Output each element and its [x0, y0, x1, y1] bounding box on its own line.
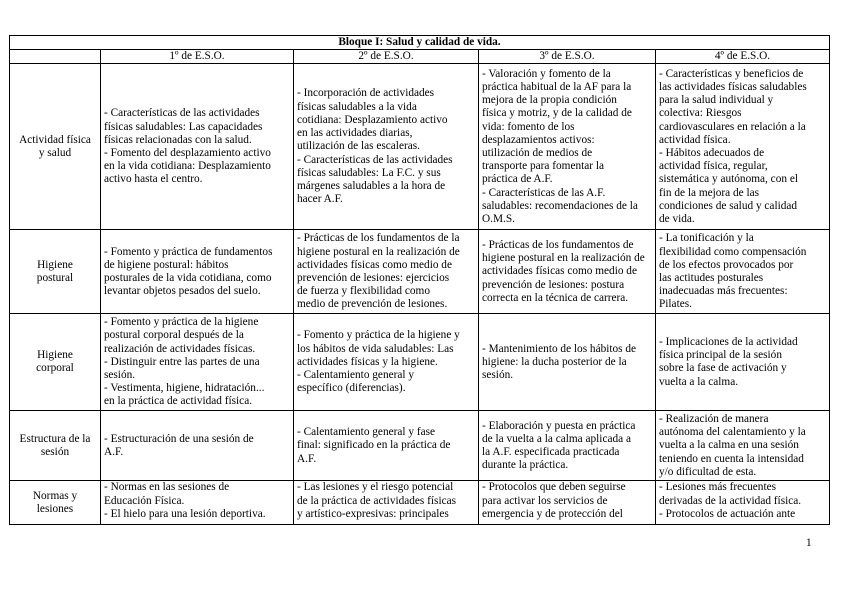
cell-text-line: actividades físicas como medio de [482, 265, 637, 278]
cell-text-line: posturales de la vida cotidiana, como [104, 271, 272, 284]
cell-text-line: - Realización de manera [659, 412, 769, 425]
cell-text-line: de los efectos provocados por [659, 258, 794, 271]
table-cell [479, 411, 656, 481]
cell-text-line: práctica habitual de la AF para la [482, 80, 632, 93]
cell-text-line: - Lesiones más frecuentes [659, 481, 777, 494]
cell-text-line: actividades físicas y la higiene. [297, 355, 438, 368]
cell-text-line: en las actividades diarias, [297, 127, 413, 140]
cell-text-line: las actividades físicas saludables [659, 80, 807, 93]
cell-text-line: específico (diferencias). [297, 382, 406, 395]
header-row [10, 50, 830, 64]
cell-text-line: vuelta a la calma en una sesión [659, 439, 799, 452]
cell-text-line: en la vida cotidiana: Desplazamiento [104, 160, 271, 173]
cell-text-line: - Protocolos que deben seguirse [482, 481, 626, 494]
table-row [10, 481, 830, 525]
cell-text-line: - Estructuración de una sesión de [104, 432, 254, 445]
row-label [10, 64, 101, 230]
table-row [10, 314, 830, 411]
cell-text-line: las actitudes posturales [659, 271, 764, 284]
cell-text-line: utilización de medios de [482, 146, 593, 159]
table-cell [294, 230, 479, 314]
cell-text-line: y artístico-expresivas: principales [297, 507, 449, 520]
cell-text-line: físicas saludables a la vida [297, 100, 417, 113]
cell-text-line: actividad física. [659, 133, 731, 146]
cell-text-line: final: significado en la práctica de [297, 439, 451, 452]
cell-text-line: durante la práctica. [482, 459, 569, 472]
table-cell [101, 481, 294, 525]
cell-text-line: práctica de A.F. [482, 173, 553, 186]
table-cell [294, 64, 479, 230]
table-cell [479, 314, 656, 411]
cell-text-line: O.M.S. [482, 212, 515, 225]
cell-text-line: vuelta a la calma. [659, 375, 739, 388]
cell-text-line: inadecuadas más frecuentes: [659, 285, 788, 298]
table-row [10, 411, 830, 481]
cell-text-line: levantar objetos pesados del suelo. [104, 285, 261, 298]
cell-text-line: - El hielo para una lesión deportiva. [104, 507, 266, 520]
cell-text-line: - La tonificación y la [659, 232, 754, 245]
cell-text-line: vida: fomento de los [482, 120, 575, 133]
cell-text-line: hacer A.F. [297, 193, 343, 206]
row-label-line: lesiones [36, 502, 74, 515]
table-cell [656, 481, 830, 525]
cell-text-line: sesión. [104, 369, 136, 381]
cell-text-line: para la salud individual y [659, 94, 774, 107]
cell-text-line: - Implicaciones de la actividad [659, 336, 798, 348]
cell-text-line: condiciones de salud y calidad [659, 199, 798, 212]
table-cell [101, 314, 294, 411]
row-label-line: corporal [36, 362, 74, 375]
cell-text-line: fin de la mejora de las [659, 186, 760, 199]
cell-text-line: - Calentamiento general y fase [297, 426, 436, 439]
cell-text-line: - Fomento y práctica de la higiene [104, 316, 259, 329]
cell-text-line: - Fomento y práctica de fundamentos [104, 245, 273, 258]
cell-text-line: actividad física, regular, [659, 160, 768, 173]
row-label-line: Actividad física [19, 133, 91, 146]
cell-text-line: sistemática y autónoma, con el [659, 173, 798, 186]
cell-text-line: - Valoración y fomento de la [482, 67, 611, 80]
row-label-line: Higiene [37, 258, 73, 271]
cell-text-line: físicas saludables: La F.C. y sus [297, 166, 441, 179]
row-label-line: postural [36, 271, 74, 284]
cell-text-line: derivadas de la actividad física. [659, 494, 802, 507]
table-cell [101, 411, 294, 481]
curriculum-table [9, 35, 830, 525]
cell-text-line: desplazamientos activos: [482, 133, 595, 146]
table-row [10, 230, 830, 314]
cell-text-line: teniendo en cuenta la intensidad [659, 452, 804, 465]
table-cell [479, 230, 656, 314]
cell-text-line: sobre la fase de activación y [659, 362, 787, 375]
cell-text-line: higiene postural en la realización de [482, 252, 645, 265]
cell-text-line: emergencia y de protección del [482, 507, 623, 520]
cell-text-line: realización de actividades físicas. [104, 342, 256, 355]
cell-text-line: higiene postural en la realización de [297, 245, 460, 258]
cell-text-line: prevención de lesiones: ejercicios [297, 271, 450, 284]
cell-text-line: Educación Física. [104, 494, 185, 507]
cell-text-line: de la práctica de actividades físicas [297, 494, 457, 507]
table-cell [656, 411, 830, 481]
table-title: Bloque I: Salud y calidad de vida. [10, 36, 830, 50]
cell-text-line: cardiovasculares en relación a la [659, 120, 806, 133]
cell-text-line: física principal de la sesión [659, 349, 782, 362]
cell-text-line: - Características de las actividades [104, 107, 260, 120]
cell-text-line: - Prácticas de los fundamentos de [482, 238, 634, 251]
cell-text-line: activo hasta el centro. [104, 173, 203, 186]
header-corner-cell [10, 50, 101, 64]
cell-text-line: postural corporal después de la [104, 329, 244, 342]
cell-text-line: - Las lesiones y el riesgo potencial [297, 481, 454, 494]
cell-text-line: higiene: la ducha posterior de la [482, 355, 627, 368]
cell-text-line: flexibilidad como compensación [659, 245, 807, 258]
column-header-3eso: 3º de E.S.O. [479, 50, 656, 64]
cell-text-line: - Calentamiento general y [297, 369, 415, 381]
cell-text-line: - Prácticas de los fundamentos de la [297, 232, 460, 245]
cell-text-line: - Distinguir entre las partes de una [104, 355, 260, 368]
cell-text-line: márgenes saludables a la hora de [297, 179, 446, 192]
cell-text-line: - Mantenimiento de los hábitos de [482, 342, 637, 355]
cell-text-line: utilización de las escaleras. [297, 140, 420, 153]
cell-text-line: y/o dificultad de esta. [659, 465, 757, 478]
row-label [10, 314, 101, 411]
cell-text-line: colectiva: Riesgos [659, 107, 742, 120]
cell-text-line: - Incorporación de actividades [297, 87, 435, 100]
cell-text-line: - Elaboración y puesta en práctica [482, 419, 636, 432]
cell-text-line: de vida. [659, 212, 695, 225]
cell-text-line: autónoma del calentamiento y la [659, 426, 806, 439]
cell-text-line: prevención de lesiones: postura [482, 278, 625, 291]
page-number: 1 [806, 537, 812, 549]
cell-text-line: medio de prevención de lesiones. [297, 298, 448, 311]
cell-text-line: A.F. [104, 445, 124, 458]
table-cell [656, 64, 830, 230]
column-header-1eso: 1º de E.S.O. [101, 50, 294, 64]
cell-text-line: para activar los servicios de [482, 494, 608, 507]
cell-text-line: de higiene postural: hábitos [104, 258, 229, 271]
cell-text-line: - Características de las actividades [297, 153, 453, 166]
cell-text-line: - Vestimenta, higiene, hidratación... [104, 382, 265, 395]
table-cell [656, 314, 830, 411]
cell-text-line: - Características de las A.F. [482, 186, 606, 199]
cell-text-line: - Fomento y práctica de la higiene y [297, 329, 460, 342]
cell-text-line: - Fomento del desplazamiento activo [104, 146, 271, 159]
cell-text-line: en la práctica de actividad física. [104, 395, 253, 408]
table-cell [101, 230, 294, 314]
row-label [10, 411, 101, 481]
row-label-line: y salud [38, 146, 72, 159]
row-label-line: Higiene [37, 349, 73, 362]
column-header-4eso: 4º de E.S.O. [656, 50, 830, 64]
cell-text-line: saludables: recomendaciones de la [482, 199, 638, 212]
row-label-line: Estructura de la [19, 432, 91, 445]
cell-text-line: física y motriz, y de la calidad de [482, 107, 632, 120]
cell-text-line: A.F. [297, 452, 317, 465]
cell-text-line: mejora de la propia condición [482, 94, 617, 107]
table-cell [656, 230, 830, 314]
row-label [10, 230, 101, 314]
cell-text-line: - Características y beneficios de [659, 67, 804, 80]
cell-text-line: de fuerza y flexibilidad como [297, 285, 430, 298]
cell-text-line: físicas saludables: Las capacidades [104, 120, 263, 133]
table-cell [479, 64, 656, 230]
cell-text-line: cotidiana: Desplazamiento activo [297, 113, 448, 126]
row-label-line: sesión [40, 445, 70, 458]
cell-text-line: - Protocolos de actuación ante [659, 507, 796, 520]
table-cell [294, 411, 479, 481]
table-row [10, 64, 830, 230]
cell-text-line: actividades físicas como medio de [297, 258, 452, 271]
table-cell [294, 314, 479, 411]
cell-text-line: - Hábitos adecuados de [659, 146, 765, 159]
cell-text-line: físicas relacionadas con la salud. [104, 133, 252, 146]
table-cell [479, 481, 656, 525]
table-cell [294, 481, 479, 525]
cell-text-line: transporte para fomentar la [482, 160, 605, 173]
cell-text-line: la A.F. especificada practicada [482, 445, 620, 458]
cell-text-line: Pilates. [659, 298, 692, 311]
table-cell [101, 64, 294, 230]
column-header-2eso: 2º de E.S.O. [294, 50, 479, 64]
cell-text-line: - Normas en las sesiones de [104, 481, 230, 494]
cell-text-line: correcta en la técnica de carrera. [482, 291, 629, 304]
cell-text-line: los hábitos de vida saludables: Las [297, 342, 454, 355]
row-label-line: Normas y [32, 489, 78, 502]
row-label [10, 481, 101, 525]
title-row [10, 36, 830, 50]
cell-text-line: de la vuelta a la calma aplicada a [482, 432, 631, 445]
cell-text-line: sesión. [482, 369, 514, 381]
